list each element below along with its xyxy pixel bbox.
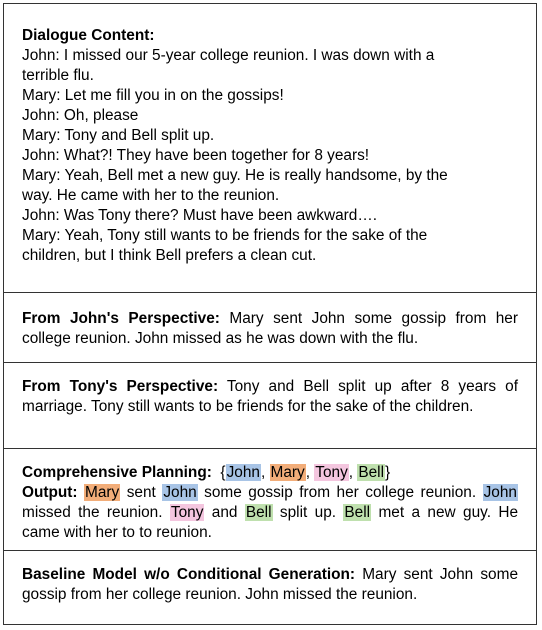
dialogue-line: Mary: Let me fill you in on the gossips! [22, 87, 284, 104]
dialogue-line: John: Was Tony there? Must have been awkward…. [22, 207, 378, 224]
output-name-john: John [483, 484, 517, 501]
tony-perspective-panel [4, 362, 536, 448]
dialogue-line: John: I missed our 5-year college reunion. I was down with a [22, 47, 435, 64]
planning-name-john: John [226, 464, 260, 481]
dialogue-line: Mary: Tony and Bell split up. [22, 127, 215, 144]
output-text: some gossip from her college reunion. [197, 484, 477, 501]
dialogue-line: Mary: Yeah, Bell met a new guy. He is really handsome, by the [22, 167, 448, 184]
dialogue-line: way. He came with her to the reunion. [22, 187, 280, 204]
tony-perspective-text: Tony and Bell split up after 8 years of marriage. Tony still wants to be friends for the sake of the children. [22, 378, 518, 415]
figure [3, 3, 537, 625]
dialogue-heading: Dialogue Content: [22, 27, 155, 44]
dialogue-panel [4, 4, 536, 292]
john-perspective-panel [4, 292, 536, 362]
planning-name-tony: Tony [315, 464, 348, 481]
planning-output [22, 483, 518, 543]
output-text: sent [120, 484, 163, 501]
planning-sep: , [260, 464, 270, 481]
baseline-text: Mary sent John some gossip from her college reunion. John missed the reunion. [22, 566, 518, 603]
dialogue-line: John: Oh, please [22, 107, 139, 124]
tony-perspective-label: From Tony's Perspective: [22, 378, 219, 395]
dialogue-line: terrible flu. [22, 67, 94, 84]
planning-open-brace: { [220, 464, 226, 481]
dialogue-line: Mary: Yeah, Tony still wants to be friends for the sake of the [22, 227, 428, 244]
output-text: and [204, 504, 245, 521]
output-name-john: John [163, 484, 197, 501]
output-name-bell: Bell [245, 504, 272, 521]
planning-name-mary: Mary [270, 464, 305, 481]
planning-sep: , [305, 464, 315, 481]
dialogue-line: John: What?! They have been together for 8 years! [22, 147, 370, 164]
baseline-label: Baseline Model w/o Conditional Generation: [22, 566, 356, 583]
output-name-bell: Bell [344, 504, 371, 521]
output-text: missed the reunion. [22, 504, 170, 521]
output-name-mary: Mary [85, 484, 120, 501]
dialogue-line: children, but I think Bell prefers a clean cut. [22, 247, 317, 264]
output-text: split up. [272, 504, 344, 521]
planning-panel [4, 448, 536, 550]
john-perspective-label: From John's Perspective: [22, 310, 220, 327]
planning-name-bell: Bell [358, 464, 385, 481]
output-label: Output: [22, 484, 78, 501]
output-name-tony: Tony [170, 504, 204, 521]
john-perspective-text: Mary sent John some gossip from her college reunion. John missed as he was down with the flu. [22, 310, 518, 347]
output-text: met a new guy. He came with her to to reunion. [22, 504, 519, 541]
planning-label: Comprehensive Planning: [22, 464, 212, 481]
planning-close-brace: } [385, 464, 391, 481]
baseline-panel [4, 550, 536, 624]
planning-sep: , [348, 464, 358, 481]
